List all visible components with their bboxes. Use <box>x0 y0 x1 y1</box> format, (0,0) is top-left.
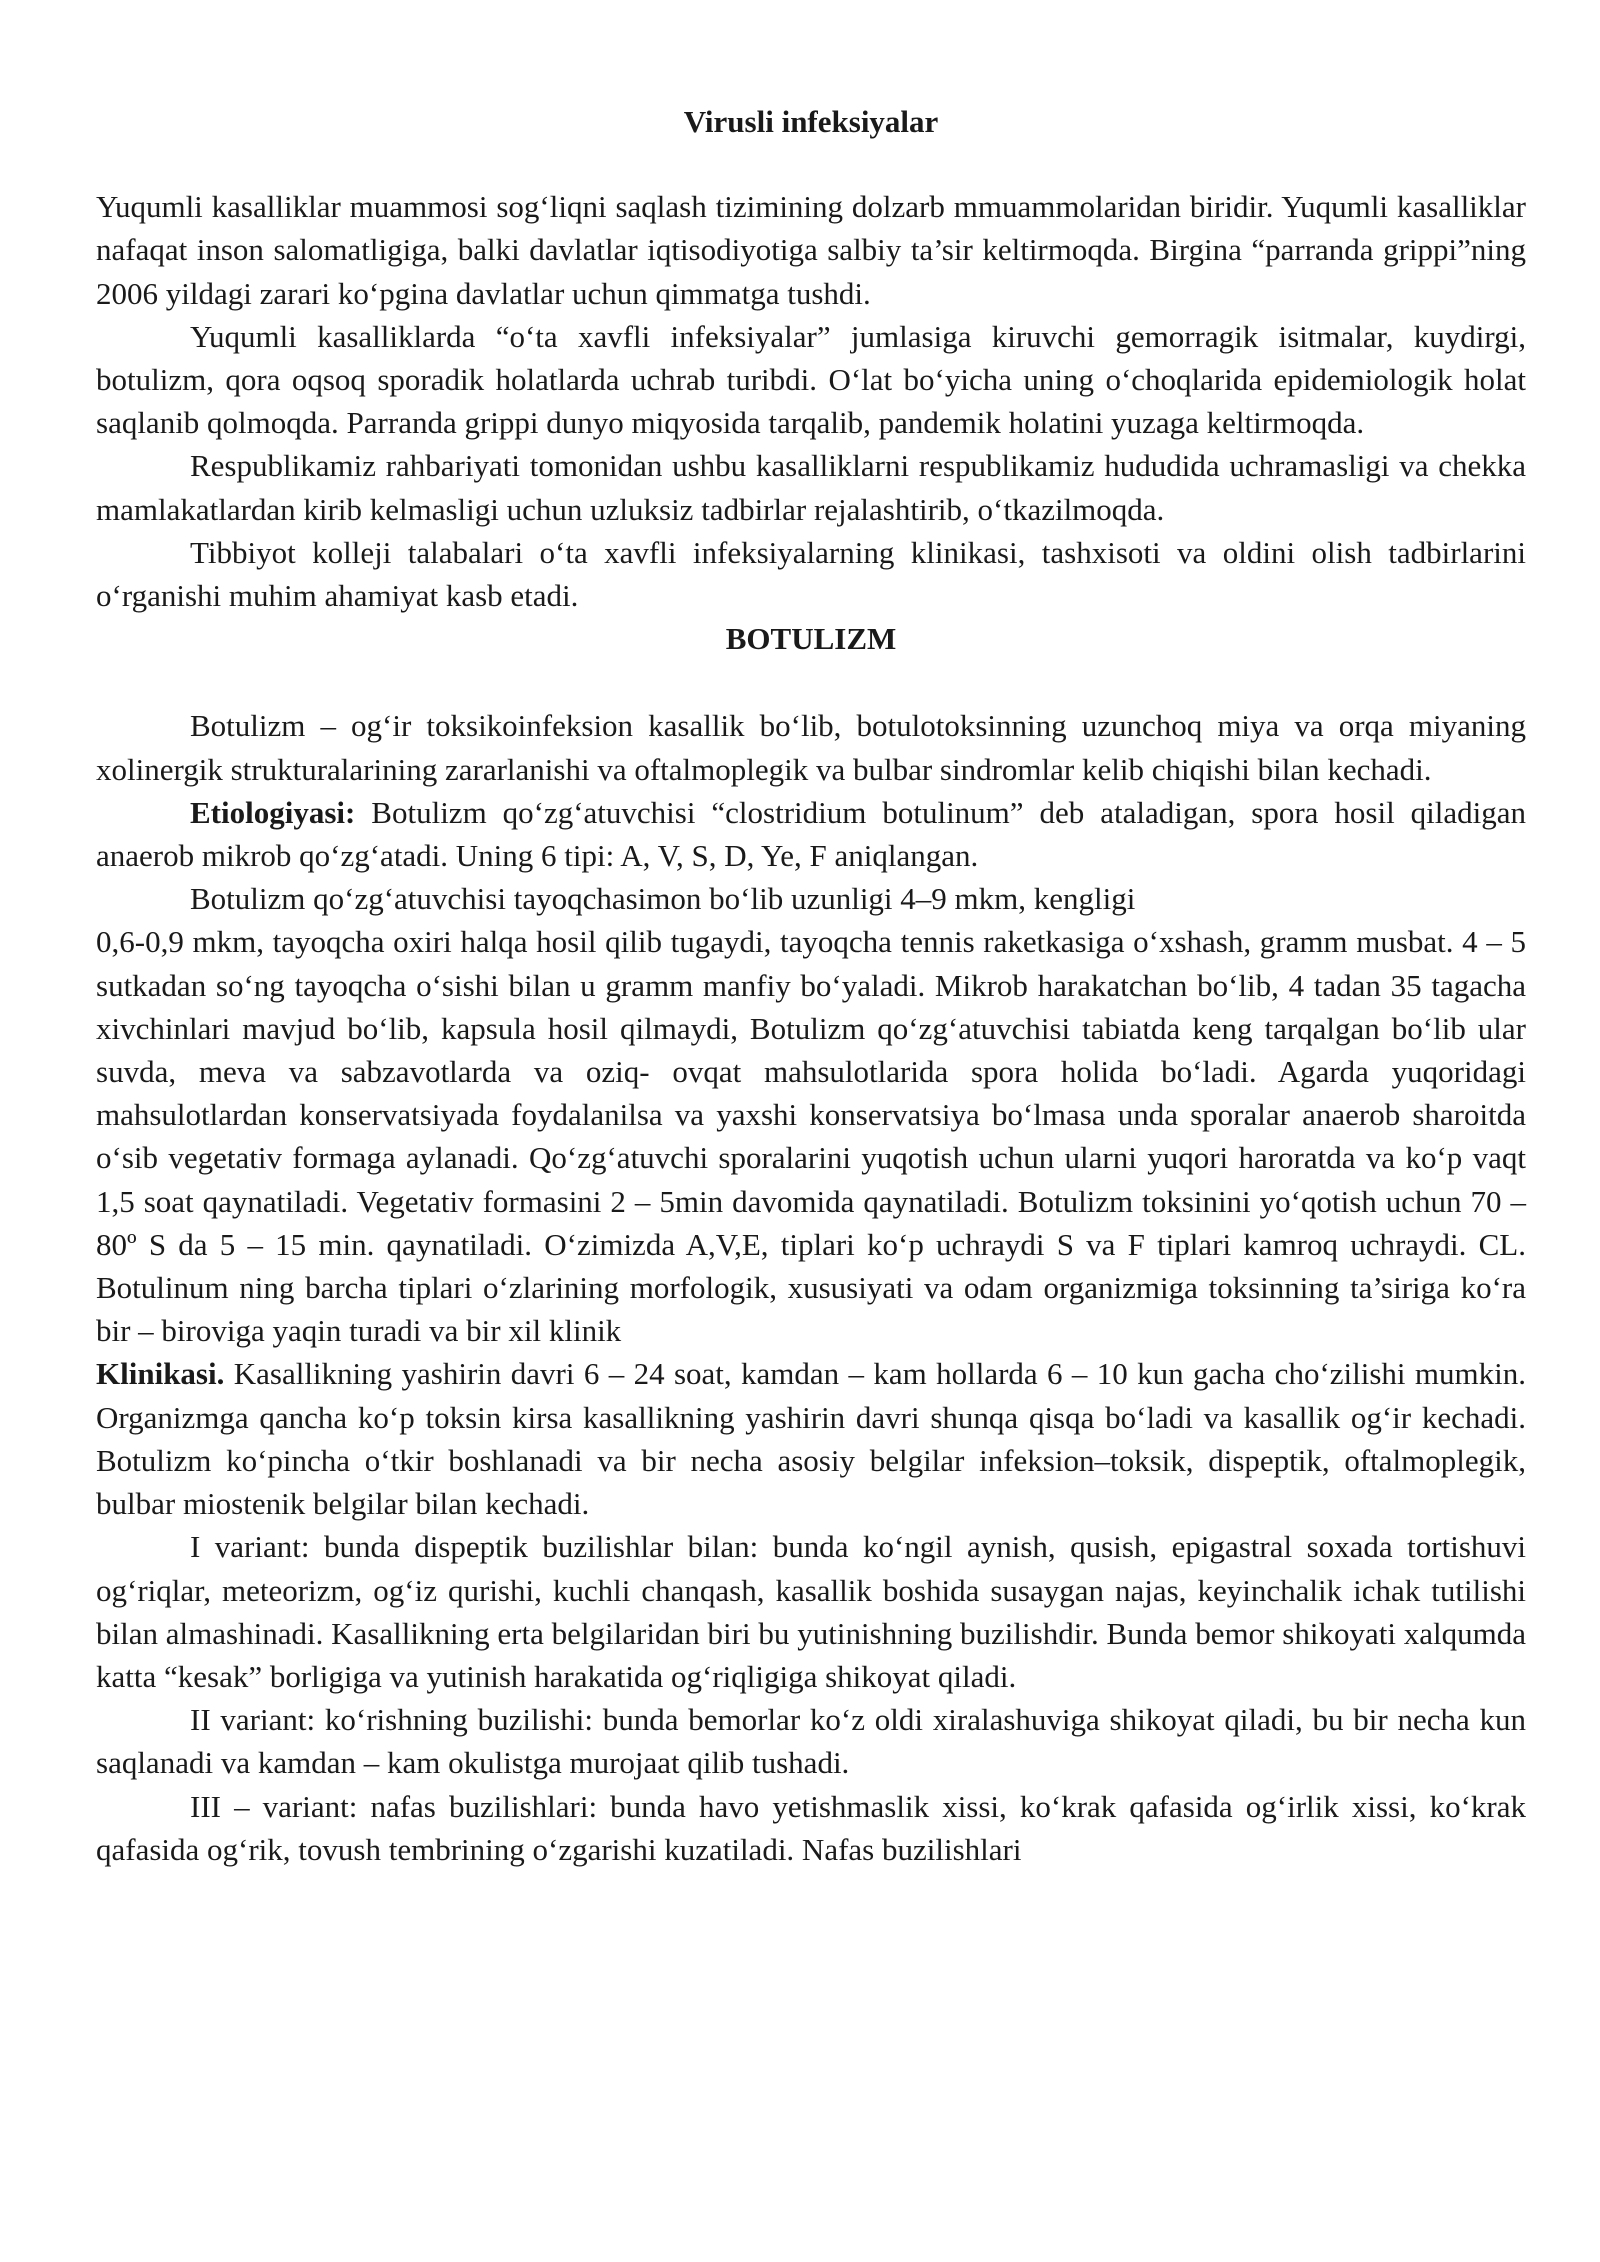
intro-paragraph-2: Yuqumli kasalliklarda “o‘ta xavfli infeksiyalar” jumlasiga kiruvchi gemorragik isitmalar, kuydirgi, botulizm, qora oqsoq sporadik holatlarda uchrab turibdi. O‘lat bo‘yicha uning o‘choqlarida epidemiologik holat saqlanib qolmoqda. Parranda grippi dunyo miqyosida tarqalib, pandemik holatini yuzaga keltirmoqda. <box>96 318 1526 441</box>
variant-3-paragraph: III – variant: nafas buzilishlari: bunda havo yetishmaslik xissi, ko‘krak qafasida og‘irlik xissi, ko‘krak qafasida og‘rik, tovush tembrining o‘zgarishi kuzatiladi. Nafas buzilishlari <box>96 1788 1526 1867</box>
intro-paragraph-1: Yuqumli kasalliklar muammosi sog‘liqni saqlash tizimining dolzarb mmuammolaridan biridir. Yuqumli kasalliklar nafaqat inson salomatligiga, balki davlatlar iqtisodiyotiga salbiy ta’sir keltirmoqda. Birgina “parranda grippi”ning 2006 yildagi zarari ko‘pgina davlatlar uchun qimmatga tushdi. <box>96 189 1526 311</box>
document-page <box>96 100 1526 1871</box>
intro-paragraph-4: Tibbiyot kolleji talabalari o‘ta xavfli infeksiyalarning klinikasi, tashxisoti va oldini olish tadbirlarini o‘rganishi muhim ahamiyat kasb etadi. <box>96 534 1526 614</box>
section-title: BOTULIZM <box>725 621 897 657</box>
morphology-paragraph: 0,6-0,9 mkm, tayoqcha oxiri halqa hosil qilib tugaydi, tayoqcha tennis raketkasiga o‘xshash, gramm musbat. 4 – 5 sutkadan so‘ng tayoqcha o‘sishi bilan u gramm manfiy bo‘yaladi. Mikrob harakatchan bo‘lib, 4 tadan 35 tagacha xivchinlari mavjud bo‘lib, kapsula hosil qilmaydi, Botulizm qo‘zg‘atuvchisi tabiatda keng tarqalgan bo‘lib ular suvda, meva va sabzavotlarda va oziq- ovqat mahsulotlarida spora holida bo‘ladi. Agarda yuqoridagi mahsulotlardan konservatsiyada foydalanilsa va yaxshi konservatsiya bo‘lmasa unda sporalar anaerob sharoitda o‘sib vegetativ formaga aylanadi. Qo‘zg‘atuvchi sporalarini yuqotish uchun ularni yuqori haroratda va ko‘p vaqt 1,5 soat qaynatiladi. Vegetativ formasini 2 – 5min davomida qaynatiladi. Botulizm toksinini yo‘qotish uchun 70 – 80º S da 5 – 15 min. qaynatiladi. O‘zimizda A,V,E, tiplari ko‘p uchraydi S va F tiplari kamroq uchraydi. CL. Botulinum ning barcha tiplari o‘zlarining morfologik, xususiyati va odam organizmiga toksinning ta’siriga ko‘ra bir – biroviga yaqin turadi va bir xil klinik <box>96 924 1526 1349</box>
clinic-text: Kasallikning yashirin davri 6 – 24 soat, kamdan – kam hollarda 6 – 10 kun gacha cho‘zilishi mumkin. Organizmga qancha ko‘p toksin kirsa kasallikning yashirin davri shunqa qisqa bo‘ladi va kasallik og‘ir kechadi. Botulizm ko‘pincha o‘tkir boshlanadi va bir necha asosiy belgilar infeksion–toksik, dispeptik, oftalmoplegik, bulbar miostenik belgilar bilan kechadi. <box>96 1356 1526 1522</box>
morphology-first-line: Botulizm qo‘zg‘atuvchisi tayoqchasimon bo‘lib uzunligi 4–9 mkm, kengligi <box>190 881 1136 917</box>
definition-paragraph: Botulizm – og‘ir toksikoinfeksion kasallik bo‘lib, botulotoksinning uzunchoq miya va orqa miyaning xolinergik strukturalarining zararlanishi va oftalmoplegik va bulbar sindromlar kelib chiqishi bilan kechadi. <box>96 708 1526 787</box>
variant-2-paragraph: II variant: ko‘rishning buzilishi: bunda bemorlar ko‘z oldi xiralashuviga shikoyat qiladi, bu bir necha kun saqlanadi va kamdan – kam okulistga murojaat qilib tushadi. <box>96 1702 1526 1781</box>
variant-1-paragraph: I variant: bunda dispeptik buzilishlar bilan: bunda ko‘ngil aynish, qusish, epigastral soxada tortishuvi og‘riqlar, meteorizm, og‘iz qurishi, kuchli chanqash, kasallik boshida susaygan najas, keyinchalik ichak tutilishi bilan almashinadi. Kasallikning erta belgilaridan biri bu yutinishning buzilishdir. Bunda bemor shikoyati xalqumda katta “kesak” borligiga va yutinish harakatida og‘riqligiga shikoyat qiladi. <box>96 1529 1526 1694</box>
intro-paragraph-3: Respublikamiz rahbariyati tomonidan ushbu kasalliklarni respublikamiz hududida uchramasligi va chekka mamlakatlardan kirib kelmasligi uchun uzluksiz tadbirlar rejalashtirib, o‘tkazilmoqda. <box>96 448 1526 527</box>
etiology-label: Etiologiyasi: <box>190 794 356 830</box>
etiology-paragraph <box>96 791 1526 877</box>
clinic-label: Klinikasi. <box>96 1356 225 1392</box>
document-title: Virusli infeksiyalar <box>683 104 939 139</box>
etiology-text: Botulizm qo‘zg‘atuvchisi “clostridium botulinum” deb ataladigan, spora hosil qiladigan anaerob mikrob qo‘zg‘atadi. Uning 6 tipi: A, V, S, D, Ye, F aniqlangan. <box>96 794 1526 874</box>
clinic-paragraph <box>96 1352 1526 1525</box>
